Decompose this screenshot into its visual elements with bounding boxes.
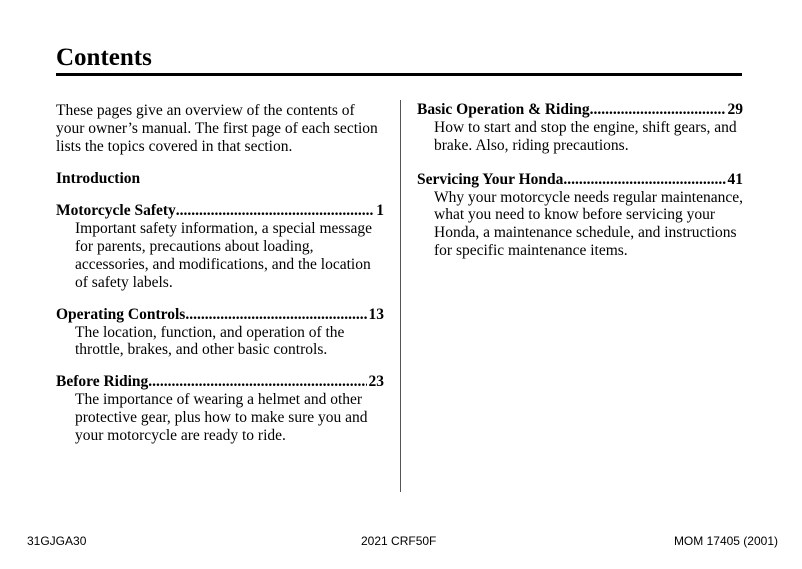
- toc-link-before-riding[interactable]: [56, 373, 384, 391]
- left-column: [56, 102, 384, 445]
- footer-doc-code: 31GJGA30: [27, 534, 87, 548]
- toc-entry-basic-operation: [417, 101, 743, 155]
- section-title: Before Riding: [56, 373, 149, 391]
- leader-dots: [148, 373, 366, 391]
- section-page-number: 13: [368, 305, 384, 323]
- section-page-number: 23: [368, 373, 384, 391]
- section-page-number: 41: [727, 170, 743, 188]
- column-divider: [400, 100, 401, 492]
- toc-entry-servicing: [417, 171, 743, 260]
- section-page-number: 29: [727, 101, 743, 118]
- toc-entry-operating-controls: [56, 306, 384, 360]
- section-page-number: 1: [376, 202, 384, 220]
- leader-dots: [176, 202, 374, 220]
- right-column: [417, 101, 743, 260]
- section-description: The importance of wearing a helmet and other protective gear, plus how to make sure you and your motorcycle are ready to ride.: [75, 391, 368, 444]
- toc-link-operating-controls[interactable]: [56, 306, 384, 324]
- section-description: Why your motorcycle needs regular maintenance, what you need to know before servicing your Honda, a maintenance schedule, and instructions for specific maintenance items.: [434, 188, 744, 259]
- page-title: Contents: [56, 44, 152, 71]
- leader-dots: [563, 171, 725, 189]
- leader-dots: [185, 306, 366, 324]
- section-title: Servicing Your Honda: [417, 170, 564, 188]
- toc-link-servicing[interactable]: [417, 171, 743, 189]
- section-title: Motorcycle Safety: [56, 202, 176, 220]
- leader-dots: [590, 101, 726, 119]
- section-title: Operating Controls: [56, 305, 186, 323]
- toc-link-basic-operation[interactable]: [417, 101, 743, 119]
- section-description: How to start and stop the engine, shift gears, and brake. Also, riding precautions.: [434, 119, 737, 154]
- section-description: Important safety information, a special message for parents, precautions about loading, accessories, and modifications, and the location of safety labels.: [75, 220, 372, 291]
- intro-paragraph: These pages give an overview of the contents of your owner’s manual. The first page of each section lists the topics covered in that section.: [56, 102, 378, 155]
- toc-link-motorcycle-safety[interactable]: [56, 202, 384, 220]
- footer-manual-number: MOM 17405 (2001): [673, 534, 778, 548]
- title-divider: [56, 73, 742, 76]
- section-description: The location, function, and operation of the throttle, brakes, and other basic controls.: [75, 323, 345, 359]
- introduction-heading: Introduction: [56, 170, 141, 188]
- toc-entry-motorcycle-safety: [56, 202, 384, 291]
- toc-entry-before-riding: [56, 373, 384, 444]
- footer-model: 2021 CRF50F: [361, 534, 437, 548]
- section-title: Basic Operation & Riding: [417, 101, 590, 118]
